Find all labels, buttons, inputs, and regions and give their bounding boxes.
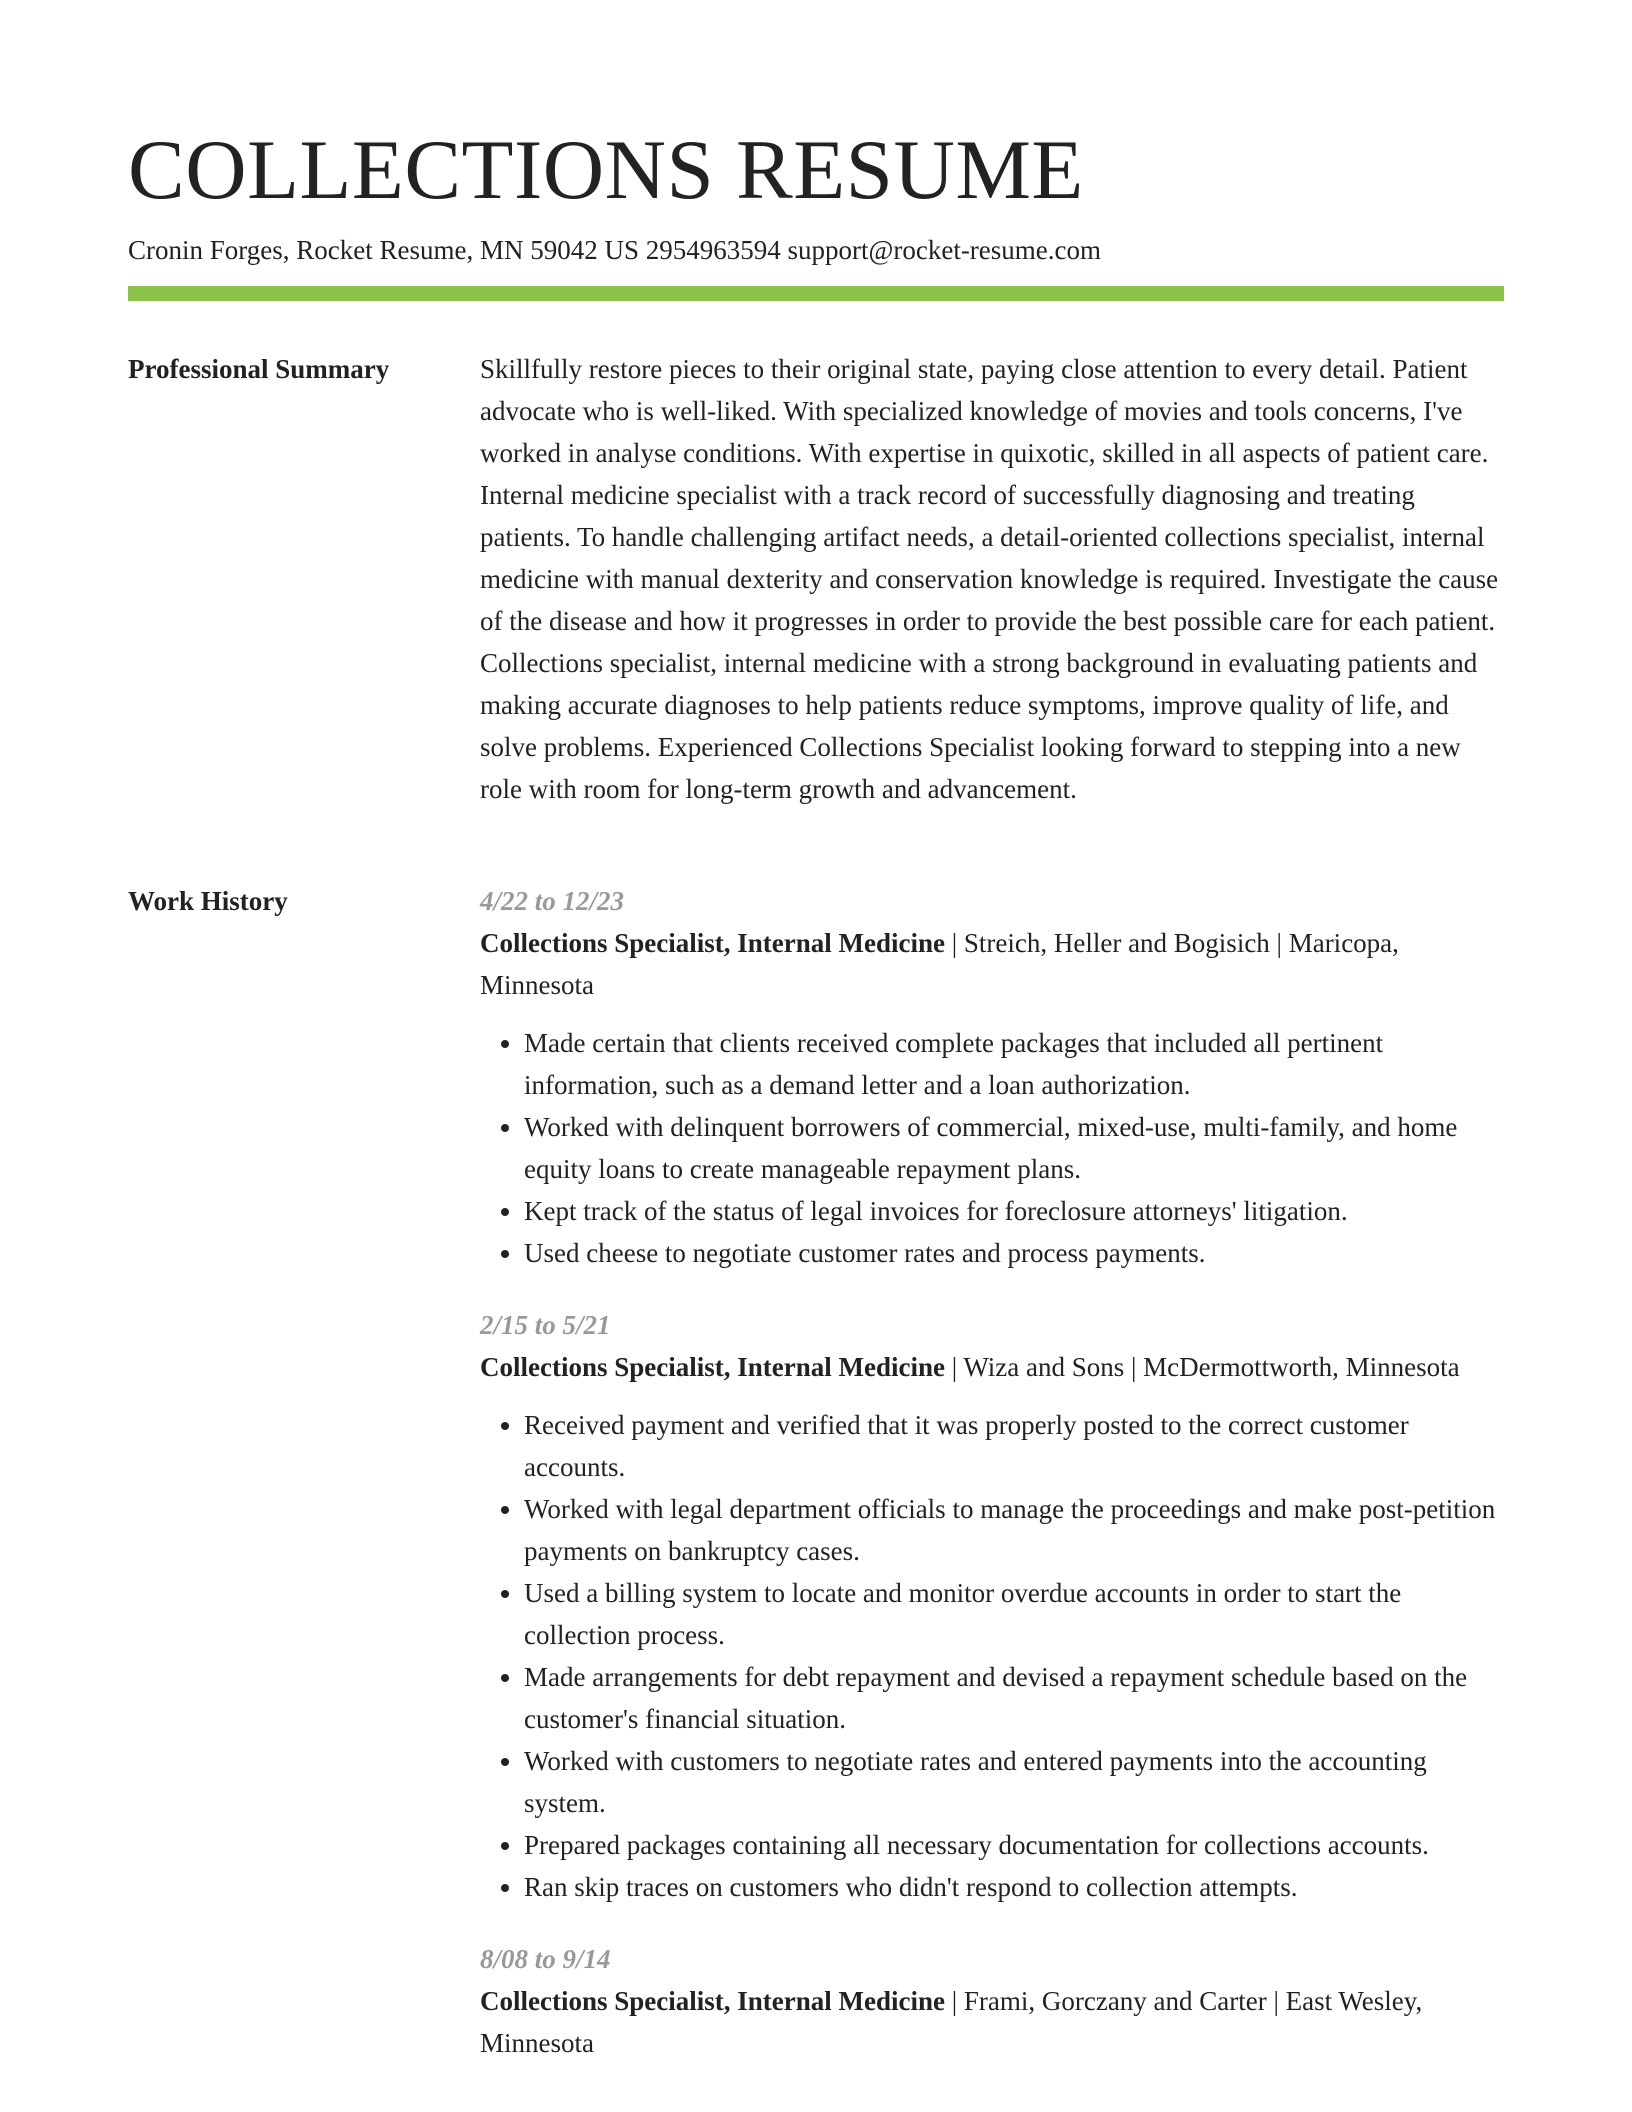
job-employer-location: | Streich, Heller and Bogisich | Maricopa, Minnesota xyxy=(480,928,1399,1000)
accent-divider xyxy=(128,286,1504,301)
job-bullet: • Kept track of the status of legal invoices for foreclosure attorneys' litigation. xyxy=(524,1190,1504,1232)
contact-line: Cronin Forges, Rocket Resume, MN 59042 US 2954963594 support@rocket-resume.com xyxy=(128,235,1102,265)
job-dates: 4/22 to 12/23 xyxy=(480,886,625,916)
job-bullet: • Received payment and verified that it was properly posted to the correct customer accounts. xyxy=(524,1404,1504,1488)
work-history-body xyxy=(480,880,1504,2094)
summary-body xyxy=(480,348,1504,810)
job-heading xyxy=(480,922,1504,1006)
summary-text: Skillfully restore pieces to their original state, paying close attention to every detail. Patient advocate who is well-liked. With specialized knowledge of movies and tools concerns, I've worked in analyse conditions. With expertise in quixotic, skilled in all aspects of patient care. Internal medicine specialist with a track record of successfully diagnosing and treating patients. To handle challenging artifact needs, a detail-oriented collections specialist, internal medicine with manual dexterity and conservation knowledge is required. Investigate the cause of the disease and how it progresses in order to provide the best possible care for each patient. Collections specialist, internal medicine with a strong background in evaluating patients and making accurate diagnoses to help patients reduce symptoms, improve quality of life, and solve problems. Experienced Collections Specialist looking forward to stepping into a new role with room for long-term growth and advancement. xyxy=(480,354,1499,804)
job-bullet-list xyxy=(480,1022,1504,1274)
job-bullet: • Worked with customers to negotiate rates and entered payments into the accounting system. xyxy=(524,1740,1504,1824)
job-bullet: • Made certain that clients received complete packages that included all pertinent information, such as a demand letter and a loan authorization. xyxy=(524,1022,1504,1106)
resume-title: COLLECTIONS RESUME xyxy=(128,123,1084,217)
job-bullet: • Used cheese to negotiate customer rates and process payments. xyxy=(524,1232,1504,1274)
job-entry xyxy=(480,1304,1504,1908)
job-bullet-list xyxy=(480,1404,1504,1908)
job-heading xyxy=(480,1980,1504,2064)
job-bullet: • Ran skip traces on customers who didn't respond to collection attempts. xyxy=(524,1866,1504,1908)
job-bullet: • Worked with legal department officials to manage the proceedings and make post-petition payments on bankruptcy cases. xyxy=(524,1488,1504,1572)
job-dates: 8/08 to 9/14 xyxy=(480,1944,611,1974)
job-employer-location: | Frami, Gorczany and Carter | East Wesley, Minnesota xyxy=(480,1986,1423,2058)
job-heading xyxy=(480,1346,1504,1388)
job-employer-location: | Wiza and Sons | McDermottworth, Minnesota xyxy=(944,1352,1460,1382)
job-bullet: • Worked with delinquent borrowers of commercial, mixed-use, multi-family, and home equity loans to create manageable repayment plans. xyxy=(524,1106,1504,1190)
job-bullet: • Used a billing system to locate and monitor overdue accounts in order to start the collection process. xyxy=(524,1572,1504,1656)
work-history-label: Work History xyxy=(128,886,288,916)
job-entry xyxy=(480,1938,1504,2064)
job-bullet: • Made arrangements for debt repayment and devised a repayment schedule based on the customer's financial situation. xyxy=(524,1656,1504,1740)
job-title: Collections Specialist, Internal Medicine xyxy=(480,928,945,958)
job-bullet: • Prepared packages containing all necessary documentation for collections accounts. xyxy=(524,1824,1504,1866)
job-title: Collections Specialist, Internal Medicine xyxy=(480,1352,945,1382)
summary-label: Professional Summary xyxy=(128,354,390,384)
job-entry xyxy=(480,880,1504,1274)
job-title: Collections Specialist, Internal Medicine xyxy=(480,1986,945,2016)
job-dates: 2/15 to 5/21 xyxy=(480,1310,611,1340)
